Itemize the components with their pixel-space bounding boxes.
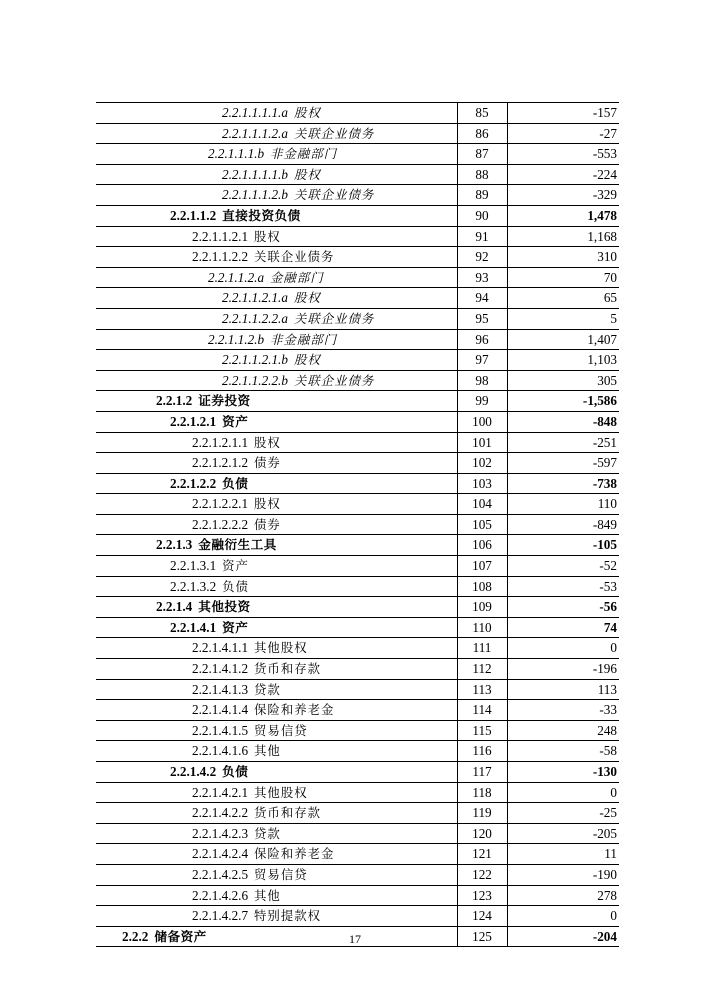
item-cell bbox=[96, 247, 457, 268]
item-label: 直接投资负债 bbox=[222, 207, 301, 223]
item-number: 2.2.1.2.1.2 bbox=[192, 455, 249, 471]
item-cell bbox=[96, 885, 457, 906]
item-cell bbox=[96, 535, 457, 556]
table-row bbox=[96, 514, 619, 535]
value-cell: -1,586 bbox=[507, 391, 619, 412]
value-cell: -597 bbox=[507, 453, 619, 474]
item-number: 2.2.1.4.1.2 bbox=[192, 661, 249, 677]
item-number: 2.2.1.1.2.a bbox=[208, 269, 265, 285]
line-code-cell: 104 bbox=[457, 494, 507, 515]
table-row bbox=[96, 267, 619, 288]
item-cell bbox=[96, 473, 457, 494]
line-code-cell: 119 bbox=[457, 803, 507, 824]
item-cell bbox=[96, 288, 457, 309]
item-number: 2.2.1.3.2 bbox=[170, 578, 217, 594]
item-cell bbox=[96, 762, 457, 783]
item-cell bbox=[96, 906, 457, 927]
value-cell: -329 bbox=[507, 185, 619, 206]
item-number: 2.2.1.4.2.2 bbox=[192, 805, 249, 821]
value-cell: -27 bbox=[507, 123, 619, 144]
value-cell: -204 bbox=[507, 926, 619, 947]
table-row bbox=[96, 494, 619, 515]
item-cell bbox=[96, 164, 457, 185]
table-row bbox=[96, 473, 619, 494]
table-row bbox=[96, 164, 619, 185]
item-cell bbox=[96, 700, 457, 721]
table-row bbox=[96, 350, 619, 371]
item-cell bbox=[96, 556, 457, 577]
line-code-cell: 89 bbox=[457, 185, 507, 206]
value-cell: -25 bbox=[507, 803, 619, 824]
item-label: 债券 bbox=[254, 516, 281, 532]
item-label: 关联企业债务 bbox=[254, 249, 335, 265]
line-code-cell: 90 bbox=[457, 205, 507, 226]
line-code-cell: 101 bbox=[457, 432, 507, 453]
item-cell bbox=[96, 679, 457, 700]
value-cell: 0 bbox=[507, 638, 619, 659]
item-number: 2.2.1.4.2.3 bbox=[192, 825, 249, 841]
item-label: 股权 bbox=[293, 166, 321, 182]
item-label: 资产 bbox=[222, 413, 249, 429]
item-number: 2.2.1.3.1 bbox=[170, 558, 217, 574]
line-code-cell: 105 bbox=[457, 514, 507, 535]
item-number: 2.2.1.4.2.4 bbox=[192, 846, 249, 862]
value-cell: -553 bbox=[507, 144, 619, 165]
line-code-cell: 94 bbox=[457, 288, 507, 309]
item-label: 股权 bbox=[293, 352, 321, 368]
item-number: 2.2.1.1.2.1.b bbox=[222, 352, 288, 368]
item-label: 证券投资 bbox=[198, 393, 251, 409]
table-row bbox=[96, 844, 619, 865]
item-number: 2.2.1.4.1.1 bbox=[192, 640, 249, 656]
item-cell bbox=[96, 453, 457, 474]
item-cell bbox=[96, 103, 457, 124]
line-code-cell: 111 bbox=[457, 638, 507, 659]
item-label: 资产 bbox=[222, 558, 249, 574]
item-label: 保险和养老金 bbox=[254, 702, 335, 718]
item-number: 2.2.1.4.2.1 bbox=[192, 784, 249, 800]
item-cell bbox=[96, 864, 457, 885]
table-row bbox=[96, 370, 619, 391]
item-number: 2.2.1.3 bbox=[156, 537, 193, 553]
item-number: 2.2.1.4 bbox=[156, 599, 193, 615]
item-cell bbox=[96, 144, 457, 165]
item-cell bbox=[96, 370, 457, 391]
item-number: 2.2.2 bbox=[122, 928, 149, 944]
item-number: 2.2.1.4.1.5 bbox=[192, 722, 249, 738]
table-row bbox=[96, 906, 619, 927]
item-number: 2.2.1.2.2.1 bbox=[192, 496, 249, 512]
value-cell: -848 bbox=[507, 411, 619, 432]
item-label: 股权 bbox=[254, 228, 281, 244]
item-label: 关联企业债务 bbox=[293, 310, 375, 326]
line-code-cell: 117 bbox=[457, 762, 507, 783]
value-cell: -224 bbox=[507, 164, 619, 185]
item-cell bbox=[96, 576, 457, 597]
value-cell: 1,407 bbox=[507, 329, 619, 350]
value-cell: 65 bbox=[507, 288, 619, 309]
value-cell: 310 bbox=[507, 247, 619, 268]
item-number: 2.2.1.1.1.b bbox=[208, 146, 265, 162]
item-label: 金融部门 bbox=[270, 269, 324, 285]
item-number: 2.2.1.4.2.5 bbox=[192, 866, 249, 882]
item-cell bbox=[96, 741, 457, 762]
table-row bbox=[96, 720, 619, 741]
item-number: 2.2.1.4.2.6 bbox=[192, 887, 249, 903]
table-row bbox=[96, 823, 619, 844]
item-label: 股权 bbox=[293, 105, 321, 120]
line-code-cell: 108 bbox=[457, 576, 507, 597]
value-cell: -251 bbox=[507, 432, 619, 453]
item-label: 股权 bbox=[293, 290, 321, 306]
value-cell: -196 bbox=[507, 659, 619, 680]
item-cell bbox=[96, 205, 457, 226]
line-code-cell: 121 bbox=[457, 844, 507, 865]
item-label: 贸易信贷 bbox=[254, 722, 308, 738]
item-number: 2.2.1.1.2.1.a bbox=[222, 290, 288, 306]
line-code-cell: 113 bbox=[457, 679, 507, 700]
item-cell bbox=[96, 185, 457, 206]
table-row bbox=[96, 638, 619, 659]
item-label: 关联企业债务 bbox=[293, 187, 375, 203]
line-code-cell: 100 bbox=[457, 411, 507, 432]
table-row bbox=[96, 185, 619, 206]
table-row bbox=[96, 864, 619, 885]
item-label: 贷款 bbox=[254, 681, 281, 697]
value-cell: 110 bbox=[507, 494, 619, 515]
item-label: 关联企业债务 bbox=[293, 372, 375, 388]
line-code-cell: 87 bbox=[457, 144, 507, 165]
item-number: 2.2.1.4.2 bbox=[170, 764, 217, 779]
value-cell: 248 bbox=[507, 720, 619, 741]
line-code-cell: 123 bbox=[457, 885, 507, 906]
value-cell: -105 bbox=[507, 535, 619, 556]
item-cell bbox=[96, 391, 457, 412]
line-code-cell: 114 bbox=[457, 700, 507, 721]
table-row bbox=[96, 308, 619, 329]
item-number: 2.2.1.1.2.b bbox=[208, 331, 265, 347]
item-label: 特别提款权 bbox=[254, 908, 321, 924]
table-row bbox=[96, 617, 619, 638]
value-cell: 305 bbox=[507, 370, 619, 391]
table-row bbox=[96, 144, 619, 165]
item-number: 2.2.1.1.2.1 bbox=[192, 228, 249, 244]
item-label: 贸易信贷 bbox=[254, 866, 308, 882]
value-cell: 0 bbox=[507, 906, 619, 927]
page-number: 17 bbox=[349, 932, 361, 946]
table-row bbox=[96, 535, 619, 556]
line-code-cell: 107 bbox=[457, 556, 507, 577]
item-number: 2.2.1.2.1.1 bbox=[192, 434, 249, 450]
value-cell: 70 bbox=[507, 267, 619, 288]
line-code-cell: 92 bbox=[457, 247, 507, 268]
item-label: 资产 bbox=[222, 619, 249, 635]
line-code-cell: 86 bbox=[457, 123, 507, 144]
table-row bbox=[96, 885, 619, 906]
item-number: 2.2.1.4.1.4 bbox=[192, 702, 249, 718]
item-number: 2.2.1.1.1.2.a bbox=[222, 125, 288, 141]
table-row bbox=[96, 226, 619, 247]
item-cell bbox=[96, 267, 457, 288]
item-number: 2.2.1.2.2 bbox=[170, 475, 217, 491]
item-number: 2.2.1.4.1.6 bbox=[192, 743, 249, 759]
table-row bbox=[96, 762, 619, 783]
value-cell: -58 bbox=[507, 741, 619, 762]
table-row bbox=[96, 329, 619, 350]
value-cell: 113 bbox=[507, 679, 619, 700]
item-number: 2.2.1.4.1 bbox=[170, 619, 217, 635]
line-code-cell: 85 bbox=[457, 103, 507, 124]
table-row bbox=[96, 205, 619, 226]
line-code-cell: 96 bbox=[457, 329, 507, 350]
value-cell: -738 bbox=[507, 473, 619, 494]
line-code-cell: 115 bbox=[457, 720, 507, 741]
value-cell: 74 bbox=[507, 617, 619, 638]
value-cell: -205 bbox=[507, 823, 619, 844]
value-cell: -130 bbox=[507, 762, 619, 783]
value-cell: -849 bbox=[507, 514, 619, 535]
line-code-cell: 112 bbox=[457, 659, 507, 680]
value-cell: -157 bbox=[507, 103, 619, 124]
table-row bbox=[96, 597, 619, 618]
line-code-cell: 88 bbox=[457, 164, 507, 185]
table-row bbox=[96, 700, 619, 721]
table-row bbox=[96, 391, 619, 412]
line-code-cell: 95 bbox=[457, 308, 507, 329]
line-code-cell: 91 bbox=[457, 226, 507, 247]
item-label: 股权 bbox=[254, 434, 281, 450]
table-row bbox=[96, 432, 619, 453]
item-number: 2.2.1.2.1 bbox=[170, 413, 217, 429]
item-label: 储备资产 bbox=[154, 928, 207, 944]
item-number: 2.2.1.4.2.7 bbox=[192, 908, 249, 924]
item-label: 非金融部门 bbox=[270, 146, 337, 162]
table-row bbox=[96, 411, 619, 432]
item-label: 货币和存款 bbox=[254, 661, 321, 677]
line-code-cell: 93 bbox=[457, 267, 507, 288]
value-cell: 0 bbox=[507, 782, 619, 803]
item-cell bbox=[96, 226, 457, 247]
value-cell: -190 bbox=[507, 864, 619, 885]
line-code-cell: 99 bbox=[457, 391, 507, 412]
item-label: 其他投资 bbox=[198, 599, 251, 615]
line-code-cell: 120 bbox=[457, 823, 507, 844]
item-label: 负债 bbox=[222, 475, 249, 491]
line-code-cell: 102 bbox=[457, 453, 507, 474]
item-label: 其他股权 bbox=[254, 640, 308, 656]
item-label: 其他股权 bbox=[254, 784, 308, 800]
line-code-cell: 98 bbox=[457, 370, 507, 391]
line-code-cell: 125 bbox=[457, 926, 507, 947]
line-code-cell: 103 bbox=[457, 473, 507, 494]
item-number: 2.2.1.1.2.2.b bbox=[222, 372, 288, 388]
item-label: 债券 bbox=[254, 455, 281, 471]
value-cell: -52 bbox=[507, 556, 619, 577]
item-cell bbox=[96, 514, 457, 535]
value-cell: -56 bbox=[507, 597, 619, 618]
item-number: 2.2.1.1.2.2.a bbox=[222, 310, 288, 326]
item-number: 2.2.1.1.1.1.b bbox=[222, 166, 288, 182]
value-cell: 278 bbox=[507, 885, 619, 906]
item-number: 2.2.1.1.1.1.a bbox=[222, 105, 288, 120]
table-row bbox=[96, 576, 619, 597]
item-label: 负债 bbox=[222, 578, 249, 594]
item-number: 2.2.1.2 bbox=[156, 393, 193, 409]
value-cell: 11 bbox=[507, 844, 619, 865]
line-code-cell: 116 bbox=[457, 741, 507, 762]
item-cell bbox=[96, 308, 457, 329]
line-code-cell: 122 bbox=[457, 864, 507, 885]
value-cell: -33 bbox=[507, 700, 619, 721]
line-code-cell: 97 bbox=[457, 350, 507, 371]
line-code-cell: 109 bbox=[457, 597, 507, 618]
table-row bbox=[96, 103, 619, 124]
table-row bbox=[96, 659, 619, 680]
line-code-cell: 118 bbox=[457, 782, 507, 803]
table-row bbox=[96, 803, 619, 824]
item-cell bbox=[96, 123, 457, 144]
item-number: 2.2.1.1.1.2.b bbox=[222, 187, 288, 203]
item-cell bbox=[96, 844, 457, 865]
line-code-cell: 106 bbox=[457, 535, 507, 556]
item-label: 负债 bbox=[222, 764, 249, 779]
item-cell bbox=[96, 720, 457, 741]
item-cell bbox=[96, 494, 457, 515]
item-label: 贷款 bbox=[254, 825, 281, 841]
table-row bbox=[96, 556, 619, 577]
item-label: 股权 bbox=[254, 496, 281, 512]
item-cell bbox=[96, 638, 457, 659]
item-cell bbox=[96, 432, 457, 453]
table-body bbox=[96, 103, 619, 947]
line-code-cell: 124 bbox=[457, 906, 507, 927]
item-number: 2.2.1.4.1.3 bbox=[192, 681, 249, 697]
item-cell bbox=[96, 782, 457, 803]
item-number: 2.2.1.2.2.2 bbox=[192, 516, 249, 532]
line-code-cell: 110 bbox=[457, 617, 507, 638]
table-row bbox=[96, 288, 619, 309]
item-cell bbox=[96, 329, 457, 350]
table-row bbox=[96, 453, 619, 474]
item-cell bbox=[96, 823, 457, 844]
item-cell bbox=[96, 597, 457, 618]
item-cell bbox=[96, 350, 457, 371]
item-number: 2.2.1.1.2 bbox=[170, 207, 217, 223]
value-cell: -53 bbox=[507, 576, 619, 597]
value-cell: 1,103 bbox=[507, 350, 619, 371]
balance-of-payments-table bbox=[96, 102, 619, 947]
item-label: 货币和存款 bbox=[254, 805, 321, 821]
item-label: 关联企业债务 bbox=[293, 125, 375, 141]
table-row bbox=[96, 679, 619, 700]
item-number: 2.2.1.1.2.2 bbox=[192, 249, 249, 265]
item-cell bbox=[96, 659, 457, 680]
item-label: 其他 bbox=[254, 743, 281, 759]
value-cell: 5 bbox=[507, 308, 619, 329]
value-cell: 1,478 bbox=[507, 205, 619, 226]
item-label: 保险和养老金 bbox=[254, 846, 335, 862]
table-row bbox=[96, 123, 619, 144]
value-cell: 1,168 bbox=[507, 226, 619, 247]
item-label: 非金融部门 bbox=[270, 331, 337, 347]
item-label: 其他 bbox=[254, 887, 281, 903]
item-label: 金融衍生工具 bbox=[198, 537, 277, 553]
table-row bbox=[96, 247, 619, 268]
table-row bbox=[96, 782, 619, 803]
item-cell bbox=[96, 617, 457, 638]
item-cell bbox=[96, 803, 457, 824]
table-row bbox=[96, 741, 619, 762]
item-cell bbox=[96, 411, 457, 432]
